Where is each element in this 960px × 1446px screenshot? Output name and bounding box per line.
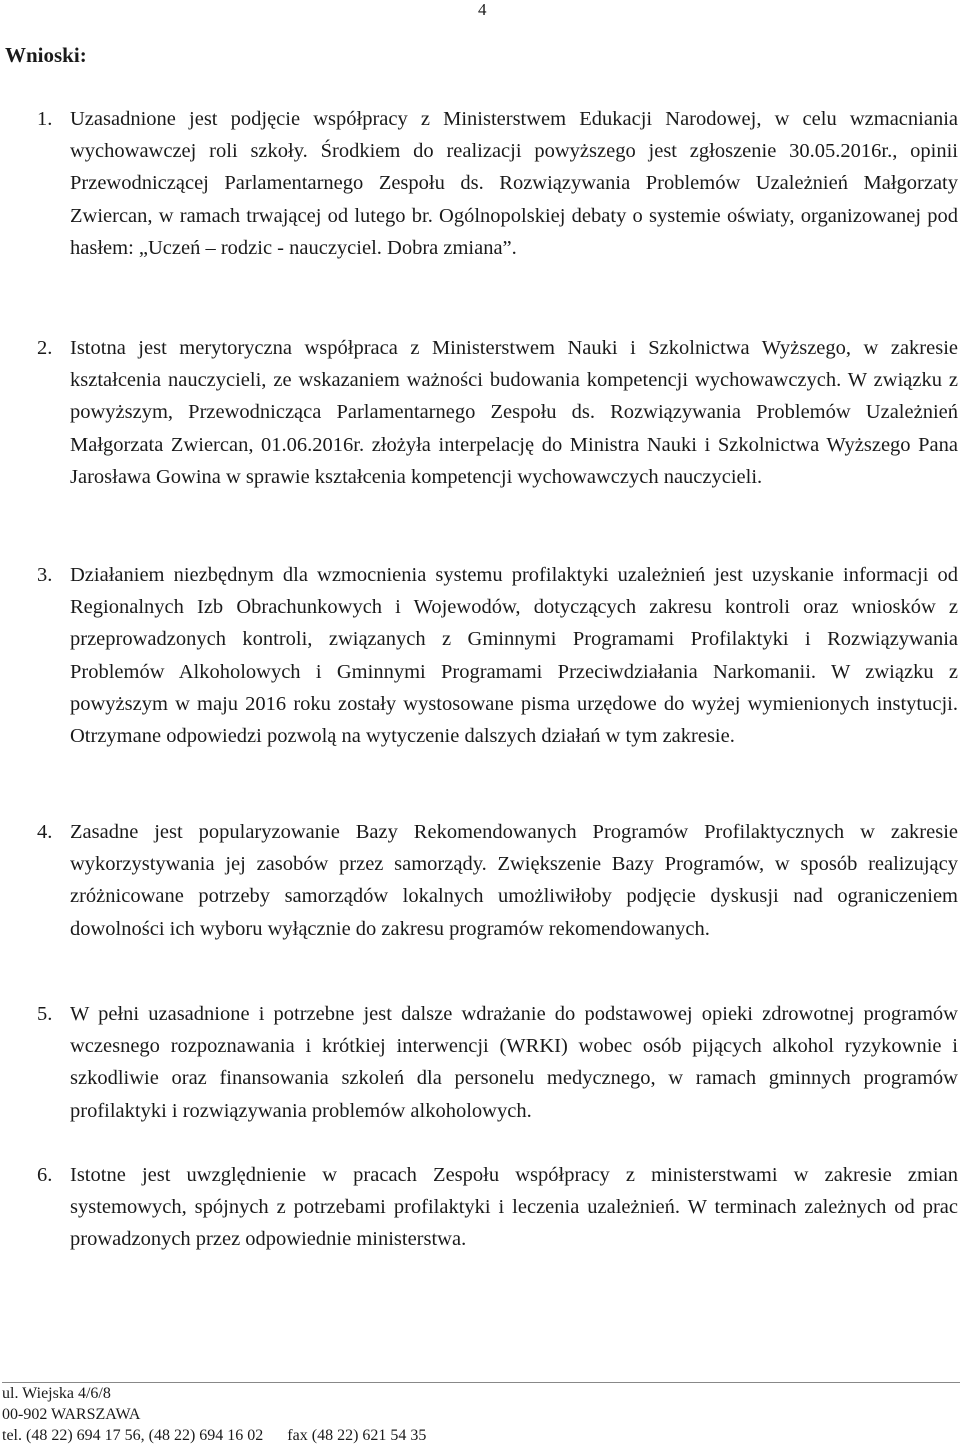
list-item-text: W pełni uzasadnione i potrzebne jest dalsze wdrażanie do podstawowej opieki zdrowotnej programów wczesnego rozpoznawania i krótkiej interwencji (WRKI) wobec osób pijących alkohol ryzykownie i szkodliwie oraz finansowania szkoleń dla personelu medycznego, w ramach gminnych programów profilaktyki i rozwiązywania problemów alkoholowych. bbox=[70, 1003, 958, 1122]
list-item-number: 1. bbox=[37, 108, 53, 130]
list-item-number: 2. bbox=[37, 337, 53, 359]
section-heading: Wnioski: bbox=[5, 43, 87, 67]
footer-city: 00-902 WARSZAWA bbox=[2, 1406, 141, 1423]
list-item-number: 3. bbox=[37, 564, 53, 586]
footer-phone: tel. (48 22) 694 17 56, (48 22) 694 16 02 fax (48 22) 621 54 35 bbox=[2, 1427, 427, 1444]
list-item-text: Istotna jest merytoryczna współpraca z Ministerstwem Nauki i Szkolnictwa Wyższego, w zakresie kształcenia nauczycieli, ze wskazaniem ważności budowania kompetencji wychowawczych. W związku z powyższym, Przewodnicząca Parlamentarnego Zespołu ds. Rozwiązywania Problemów Uzależnień Małgorzata Zwiercan, 01.06.2016r. złożyła interpelację do Ministra Nauki i Szkolnictwa Wyższego Pana Jarosława Gowina w sprawie kształcenia kompetencji wychowawczych nauczycieli. bbox=[70, 337, 958, 488]
list-item-text: Istotne jest uwzględnienie w pracach Zespołu współpracy z ministerstwami w zakresie zmian systemowych, spójnych z potrzebami profilaktyki i leczenia uzależnień. W terminach zależnych od prac prowadzonych przez odpowiednie ministerstwa. bbox=[70, 1164, 958, 1251]
list-item-text: Zasadne jest popularyzowanie Bazy Rekomendowanych Programów Profilaktycznych w zakresie wykorzystywania jej zasobów przez samorządy. Zwiększenie Bazy Programów, w sposób realizujący zróżnicowane potrzeby samorządów lokalnych umożliwiłoby podjęcie dyskusji nad ograniczeniem dowolności ich wyboru wyłącznie do zakresu programów rekomendowanych. bbox=[70, 821, 958, 940]
list-item-number: 6. bbox=[37, 1164, 53, 1186]
list-item-text: Uzasadnione jest podjęcie współpracy z Ministerstwem Edukacji Narodowej, w celu wzmacniania wychowawczej roli szkoły. Środkiem do realizacji powyższego jest zgłoszenie 30.05.2016r., opinii Przewodniczącej Parlamentarnego Zespołu ds. Rozwiązywania Problemów Uzależnień Małgorzaty Zwiercan, w ramach trwającej od lutego br. Ogólnopolskiej debaty o systemie oświaty, organizowanej pod hasłem: „Uczeń – rodzic - nauczyciel. Dobra zmiana”. bbox=[70, 108, 958, 259]
list-item-number: 5. bbox=[37, 1003, 53, 1025]
footer-address bbox=[2, 1382, 960, 1446]
page-number: 4 bbox=[478, 0, 487, 19]
footer-street: ul. Wiejska 4/6/8 bbox=[2, 1382, 960, 1404]
list-item-text: Działaniem niezbędnym dla wzmocnienia systemu profilaktyki uzależnień jest uzyskanie informacji od Regionalnych Izb Obrachunkowych i Wojewodów, dotyczących zakresu kontroli oraz wniosków z przeprowadzonych kontroli, związanych z Gminnymi Programami Profilaktyki i Rozwiązywania Problemów Alkoholowych i Gminnymi Programami Przeciwdziałania Narkomanii. W związku z powyższym w maju 2016 roku zostały wystosowane pisma urzędowe do wyżej wymienionych instytucji. Otrzymane odpowiedzi pozwolą na wytyczenie dalszych działań w tym zakresie. bbox=[70, 564, 958, 748]
list-item-number: 4. bbox=[37, 821, 53, 843]
